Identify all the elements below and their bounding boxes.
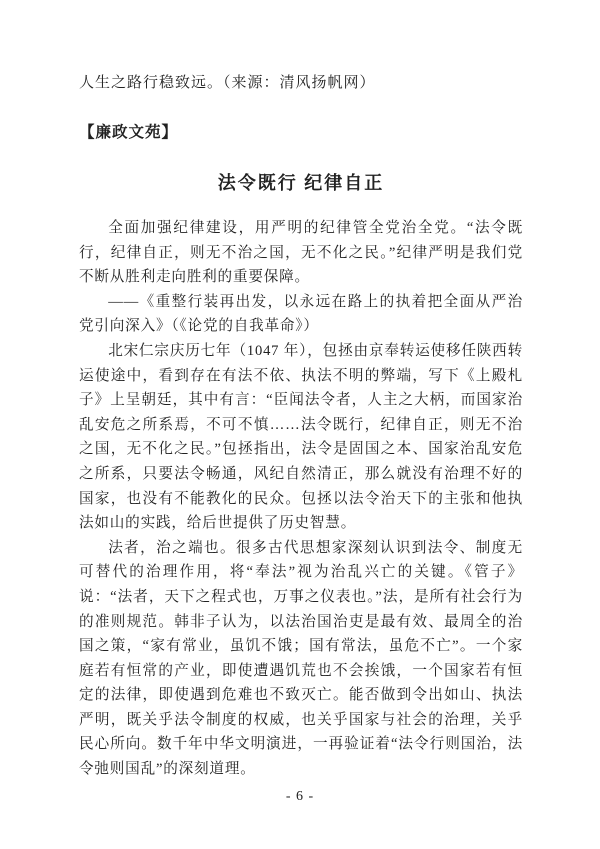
- document-content: [79, 72, 523, 782]
- paragraph-citation: ——《重整行装再出发，以永远在路上的执着把全面从严治党引向深入》（《论党的自我革命》）: [79, 293, 523, 335]
- intro-line: 人生之路行稳致远。（来源：清风扬帆网）: [79, 75, 376, 91]
- paragraph: 法者，治之端也。很多古代思想家深刻认识到法令、制度无可替代的治理作用，将“奉法”视为治乱兴亡的关键。《管子》说：“法者，天下之程式也，万事之仪表也。”法，是所有社会行为的准则规范。韩非子认为，以法治国治吏是最有效、最周全的治国之策，“家有常业，虽饥不饿；国有常法，虽危不亡”。一个家庭若有恒常的产业，即使遭遇饥荒也不会挨饿，一个国家若有恒定的法律，即使遇到危难也不致灭亡。能否做到令出如山、执法严明，既关乎法令制度的权威，也关乎国家与社会的治理，关乎民心所向。数千年中华文明演进，一再验证着“法令行则国治，法令弛则国乱”的深刻道理。: [79, 539, 523, 778]
- paragraph: 北宋仁宗庆历七年（1047 年），包拯由京奉转运使移任陕西转运使途中，看到存在有法不依、执法不明的弊端，写下《上殿札子》上呈朝廷，其中有言：“臣闻法令者，人主之大柄，而国家治乱安危之所系焉，不可不慎……法令既行，纪律自正，则无不治之国，无不化之民。”包拯指出，法令是固国之本、国家治乱安危之所系，只要法令畅通，风纪自然清正，那么就没有治理不好的国家，也没有不能教化的民众。包拯以法令治天下的主张和他执法如山的实践，给后世提供了历史智慧。: [79, 342, 523, 532]
- paragraph: 全面加强纪律建设，用严明的纪律管全党治全党。“法令既行，纪律自正，则无不治之国，无不化之民。”纪律严明是我们党不断从胜利走向胜利的重要保障。: [79, 220, 523, 286]
- article-title: 法令既行 纪律自正: [217, 173, 385, 193]
- page-number: - 6 -: [285, 789, 315, 804]
- section-header: 【廉政文苑】: [79, 124, 179, 141]
